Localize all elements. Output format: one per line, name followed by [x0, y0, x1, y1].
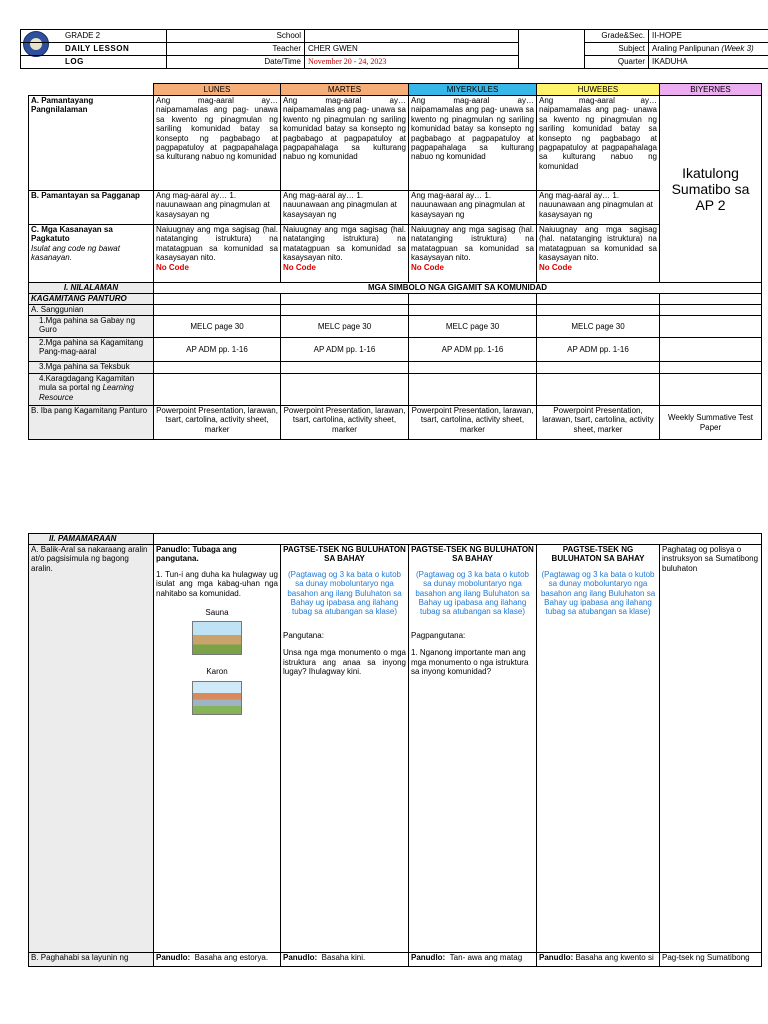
karon-picture	[192, 681, 242, 715]
procedure-a-huwebes: PAGTSE-TSEK NG BULUHATON SA BAHAY (Pagtawag og 3 ka bata o kutob sa dunay moboluntaryo nga basahon ang ilang Buluhaton sa Bahay ug ipabasa ang ilahang tubag sa atubangan sa klase)	[537, 545, 660, 953]
subject-label: Subject	[585, 43, 649, 56]
sanggunian-label: A. Sanggunian	[29, 305, 154, 316]
procedure-a-label: A. Balik-Aral sa nakaraang aralin at/o pagsisimula ng bagong aralin.	[29, 545, 154, 953]
procedure-b-miyerkules: Panudlo: Tan- awa ang matag	[409, 953, 537, 967]
sauna-picture	[192, 621, 242, 655]
gabay-huwebes: MELC page 30	[537, 316, 660, 338]
kagamitan-label: KAGAMITANG PANTURO	[29, 294, 154, 305]
title-daily-lesson: DAILY LESSON	[21, 43, 167, 56]
subject-value: Araling Panlipunan (Week 3)	[649, 43, 768, 56]
iba-lunes: Powerpoint Presentation, larawan, tsart, cartolina, activity sheet, marker	[154, 406, 281, 440]
procedure-b-martes: Panudlo: Basaha kini.	[281, 953, 409, 967]
gabay-label: 1.Mga pahina sa Gabay ng Guro	[29, 316, 154, 338]
kagamitan-pm-label: 2.Mga pahina sa Kagamitang Pang-mag-aaral	[29, 338, 154, 362]
day-biyernes: BIYERNES	[660, 84, 762, 96]
title-log: LOG	[21, 56, 167, 69]
objective-c-martes: Naiuugnay ang mga sagisag (hal. natatanging istruktura) na matatagpuan sa komunidad sa kasaysayan nito. No Code	[281, 225, 409, 283]
procedure-a-biyernes: Paghatag og polisya o instruksyon sa Sumatibong buluhaton	[660, 545, 762, 953]
sauna-label: Sauna	[205, 608, 229, 618]
procedure-b-lunes: Panudlo: Basaha ang estorya.	[154, 953, 281, 967]
objective-b-label: B. Pamantayan sa Pagganap	[29, 191, 154, 225]
objective-a-huwebes: Ang mag-aaral ay… naipamamalas ang pag- unawa sa kwento ng pinagmulan ng sariling komunidad batay sa konsepto ng pagbabago at pagpapatuloy at pagpapahalaga sa kulturang nabuo ng komunidad	[537, 96, 660, 191]
objective-c-huwebes: Naiuugnay ang mga sagisag (hal. natatanging istruktura) na matatagpuan sa komunidad sa kasaysayan nito. No Code	[537, 225, 660, 283]
objective-a-martes: Ang mag-aaral ay… naipamamalas ang pag- unawa sa kwento ng pinagmulan ng sariling komunidad batay sa konsepto ng pagbabago at pagpapatuloy at pagpapahalaga sa kulturang nabuo ng komunidad	[281, 96, 409, 191]
day-lunes: LUNES	[154, 84, 281, 96]
karon-label: Karon	[206, 667, 228, 677]
header-table	[20, 29, 768, 69]
pamamaraan-label: II. PAMAMARAAN	[29, 534, 154, 545]
procedure-a-martes: PAGTSE-TSEK NG BULUHATON SA BAHAY (Pagtawag og 3 ka bata o kutob sa dunay moboluntaryo nga basahon ang ilang Buluhaton sa Bahay ug ipabasa ang ilahang tubag sa atubangan sa klase) Pangutana: Unsa nga mga monumento o mga istruktura ang anaa sa inyong lugay? Ihulagway kini.	[281, 545, 409, 953]
objective-b-huwebes: Ang mag-aaral ay… 1. nauunawaan ang pinagmulan at kasaysayan ng	[537, 191, 660, 225]
day-huwebes: HUWEBES	[537, 84, 660, 96]
objective-c-label: C. Mga Kasanayan sa Pagkatuto Isulat ang code ng bawat kasanayan.	[29, 225, 154, 283]
objective-b-lunes: Ang mag-aaral ay… 1. nauunawaan ang pinagmulan at kasaysayan ng	[154, 191, 281, 225]
date-value: November 20 - 24, 2023	[305, 56, 519, 69]
procedure-table	[28, 533, 762, 967]
objective-a-lunes: Ang mag-aaral ay… naipamamalas ang pag- unawa sa kwento ng pinagmulan ng sariling komunidad batay sa konsepto ng pagbabago at pagpapatuloy at pagpapahalaga sa kulturang nabuo ng komunidad	[154, 96, 281, 191]
iba-miyerkules: Powerpoint Presentation, larawan, tsart, cartolina, activity sheet, marker	[409, 406, 537, 440]
objective-a-miyerkules: Ang mag-aaral ay… naipamamalas ang pag- unawa sa kwento ng pinagmulan ng sariling komunidad batay sa konsepto ng pagbabago at pagpapatuloy at pagpapahalaga sa kulturang nabuo ng komunidad	[409, 96, 537, 191]
teacher-value: CHER GWEN	[305, 43, 519, 56]
teacher-label: Teacher	[167, 43, 305, 56]
objective-c-lunes: Naiuugnay ang mga sagisag (hal. natatanging istruktura) na matatagpuan sa komunidad sa kasaysayan nito. No Code	[154, 225, 281, 283]
procedure-a-miyerkules: PAGTSE-TSEK NG BULUHATON SA BAHAY (Pagtawag og 3 ka bata o kutob sa dunay moboluntaryo nga basahon ang ilang Buluhaton sa Bahay ug ipabasa ang ilahang tubag sa atubangan sa klase) Pagpangutana: 1. Nganong importante man ang mga monumento o nga istruktura sa inyong komunidad?	[409, 545, 537, 953]
kagamitan-pm-huwebes: AP ADM pp. 1-16	[537, 338, 660, 362]
objective-b-miyerkules: Ang mag-aaral ay… 1. nauunawaan ang pinagmulan at kasaysayan ng	[409, 191, 537, 225]
objective-b-martes: Ang mag-aaral ay… 1. nauunawaan ang pinagmulan at kasaysayan ng	[281, 191, 409, 225]
gabay-lunes: MELC page 30	[154, 316, 281, 338]
nilalaman-value: MGA SIMBOLO NGA GIGAMIT SA KOMUNIDAD	[154, 283, 762, 294]
iba-biyernes: Weekly Summative Test Paper	[660, 406, 762, 440]
kagamitan-pm-martes: AP ADM pp. 1-16	[281, 338, 409, 362]
quarter-label: Quarter	[585, 56, 649, 69]
grade-sec-label: Grade&Sec.	[585, 30, 649, 43]
grade-sec-value: II-HOPE	[649, 30, 768, 43]
objective-a-label: A. Pamantayang Pangnilalaman	[29, 96, 154, 191]
teksbuk-label: 3.Mga pahina sa Teksbuk	[29, 362, 154, 374]
procedure-b-biyernes: Pag-tsek ng Sumatibong	[660, 953, 762, 967]
friday-summative: Ikatulong Sumatibo sa AP 2	[660, 96, 762, 283]
date-label: Date/Time	[167, 56, 305, 69]
objective-c-miyerkules: Naiuugnay ang mga sagisag (hal. natatanging istruktura) na matatagpuan sa komunidad sa kasaysayan nito. No Code	[409, 225, 537, 283]
procedure-b-label: B. Paghahabi sa layunin ng	[29, 953, 154, 967]
gabay-martes: MELC page 30	[281, 316, 409, 338]
quarter-value: IKADUHA	[649, 56, 768, 69]
grade-label: GRADE 2	[21, 30, 167, 43]
day-miyerkules: MIYERKULES	[409, 84, 537, 96]
nilalaman-label: I. NILALAMAN	[29, 283, 154, 294]
iba-martes: Powerpoint Presentation, larawan, tsart, cartolina, activity sheet, marker	[281, 406, 409, 440]
procedure-a-lunes: Panudlo: Tubaga ang pangutana. 1. Tun-i ang duha ka hulagway ug isulat ang mga kabag-uhan nga nahitabo sa komunidad. Sauna Karon	[154, 545, 281, 953]
kagamitan-pm-lunes: AP ADM pp. 1-16	[154, 338, 281, 362]
iba-huwebes: Powerpoint Presentation, larawan, tsart, cartolina, activity sheet, marker	[537, 406, 660, 440]
day-martes: MARTES	[281, 84, 409, 96]
kagamitan-pm-miyerkules: AP ADM pp. 1-16	[409, 338, 537, 362]
gabay-miyerkules: MELC page 30	[409, 316, 537, 338]
procedure-b-huwebes: Panudlo: Basaha ang kwento si	[537, 953, 660, 967]
iba-label: B. Iba pang Kagamitang Panturo	[29, 406, 154, 440]
school-value	[305, 30, 519, 43]
lesson-objectives-table	[28, 83, 762, 440]
school-label: School	[167, 30, 305, 43]
karagdagang-label: 4.Karagdagang Kagamitan mula sa portal ng Learning Resource	[29, 374, 154, 406]
